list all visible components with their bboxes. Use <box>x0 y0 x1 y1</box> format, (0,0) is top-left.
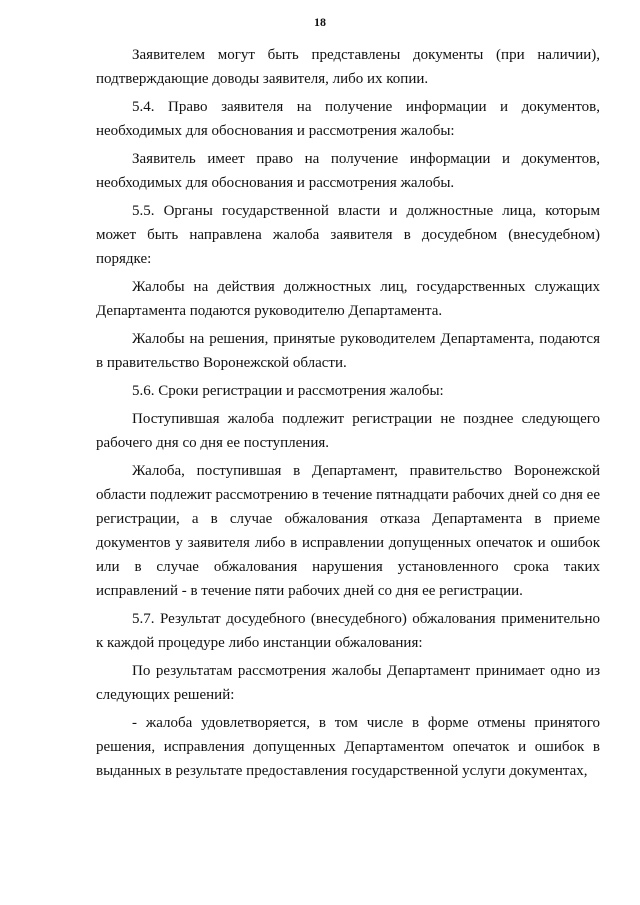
paragraph-5-7-heading: 5.7. Результат досудебного (внесудебного) обжалования применительно к каждой процедуре либо инстанции обжалования: <box>96 611 600 651</box>
page-number: 18 <box>314 15 326 29</box>
paragraph-5-5-heading: 5.5. Органы государственной власти и должностные лица, которым может быть направлена жалоба заявителя в досудебном (внесудебном) порядке: <box>96 203 600 267</box>
paragraph-decision-satisfied: - жалоба удовлетворяется, в том числе в форме отмены принятого решения, исправления допущенных Департаментом опечаток и ошибок в выданных в результате предоставления государственной услуги документах, <box>96 715 600 779</box>
paragraph-5-4-heading: 5.4. Право заявителя на получение информации и документов, необходимых для обоснования и рассмотрения жалобы: <box>96 99 600 139</box>
paragraph-review-deadline: Жалоба, поступившая в Департамент, правительство Воронежской области подлежит рассмотрению в течение пятнадцати рабочих дней со дня ее регистрации, а в случае обжалования отказа Департамента в приеме документов у заявителя либо в исправлении допущенных опечаток и ошибок или в случае обжалования нарушения установленного срока таких исправлений - в течение пяти рабочих дней со дня ее регистрации. <box>96 463 600 599</box>
paragraph-registration-deadline: Поступившая жалоба подлежит регистрации не позднее следующего рабочего дня со дня ее поступления. <box>96 411 600 451</box>
paragraph-5-6-heading: 5.6. Сроки регистрации и рассмотрения жалобы: <box>132 383 444 399</box>
paragraph-complaints-head: Жалобы на решения, принятые руководителем Департамента, подаются в правительство Воронежской области. <box>96 331 600 371</box>
paragraph-complaints-officials: Жалобы на действия должностных лиц, государственных служащих Департамента подаются руководителю Департамента. <box>96 279 600 319</box>
paragraph-decisions-intro: По результатам рассмотрения жалобы Департамент принимает одно из следующих решений: <box>96 663 600 703</box>
paragraph-applicant-rights: Заявитель имеет право на получение информации и документов, необходимых для обоснования и рассмотрения жалобы. <box>96 151 600 191</box>
paragraph-applicant-documents: Заявителем могут быть представлены документы (при наличии), подтверждающие доводы заявителя, либо их копии. <box>96 47 600 87</box>
document-body <box>96 43 600 787</box>
